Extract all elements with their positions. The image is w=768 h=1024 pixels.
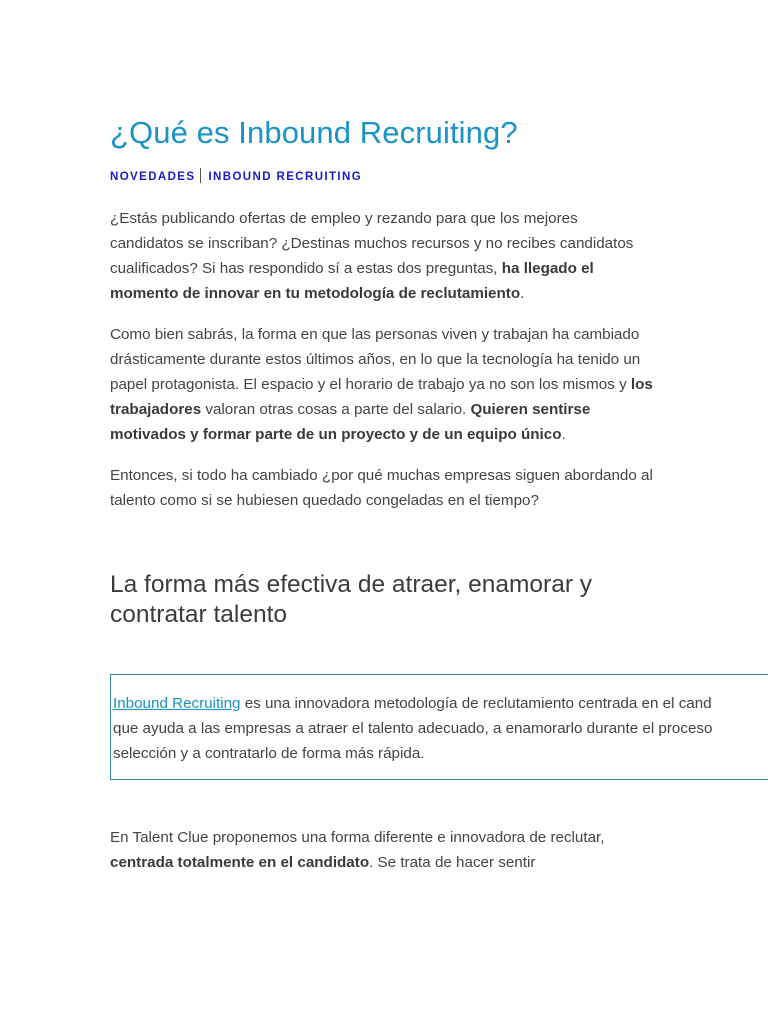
context-bold-2: Quieren sentirse motivados y formar parte de un proyecto y de un equipo único — [110, 401, 591, 443]
context-bold-1: los trabajadores — [110, 376, 653, 418]
definition-box — [110, 674, 768, 780]
article-title: ¿Qué es Inbound Recruiting? — [110, 115, 518, 150]
category-separator — [200, 168, 201, 183]
section-heading: La forma más efectiva de atraer, enamorar y contratar talento — [110, 571, 593, 628]
context-paragraph — [110, 322, 655, 447]
intro-end: . — [520, 285, 525, 302]
definition-line-2: que ayuda a las empresas a atraer el talento adecuado, a enamorarlo durante el proceso — [113, 720, 713, 737]
talent-clue-end: . Se trata de hacer sentir — [369, 854, 536, 871]
category-link-inbound-recruiting[interactable]: INBOUND RECRUITING — [208, 171, 363, 183]
inbound-recruiting-link[interactable]: Inbound Recruiting — [113, 695, 241, 712]
talent-clue-bold: centrada totalmente en el candidato — [110, 854, 370, 871]
definition-line-1 — [113, 691, 768, 716]
context-end: . — [561, 426, 566, 443]
talent-clue-text: En Talent Clue proponemos una forma diferente e innovadora de reclutar, — [110, 829, 605, 846]
definition-line-3: selección y a contratarlo de forma más rápida. — [113, 745, 425, 762]
talent-clue-paragraph — [110, 825, 670, 875]
definition-line-1-text: es una innovadora metodología de reclutamiento centrada en el cand — [240, 695, 712, 712]
question-paragraph: Entonces, si todo ha cambiado ¿por qué muchas empresas siguen abordando al talento como si se hubiesen quedado congeladas en el tiempo? — [110, 467, 653, 509]
context-text-2: valoran otras cosas a parte del salario. — [201, 401, 471, 418]
context-text-1: Como bien sabrás, la forma en que las personas viven y trabajan ha cambiado drásticamente durante estos últimos años, en lo que la tecnología ha tenido un papel protagonista. El espacio y el horario de trabajo ya no son los mismos y — [110, 326, 641, 393]
intro-bold: ha llegado el momento de innovar en tu metodología de reclutamiento — [110, 260, 594, 302]
article — [110, 112, 768, 875]
intro-paragraph — [110, 206, 655, 306]
intro-text: ¿Estás publicando ofertas de empleo y rezando para que los mejores candidatos se inscriban? ¿Destinas muchos recursos y no recibes candidatos cualificados? Si has respondido sí a estas dos preguntas, — [110, 210, 634, 277]
category-link-novedades[interactable]: NOVEDADES — [110, 171, 196, 183]
category-list — [110, 168, 768, 185]
